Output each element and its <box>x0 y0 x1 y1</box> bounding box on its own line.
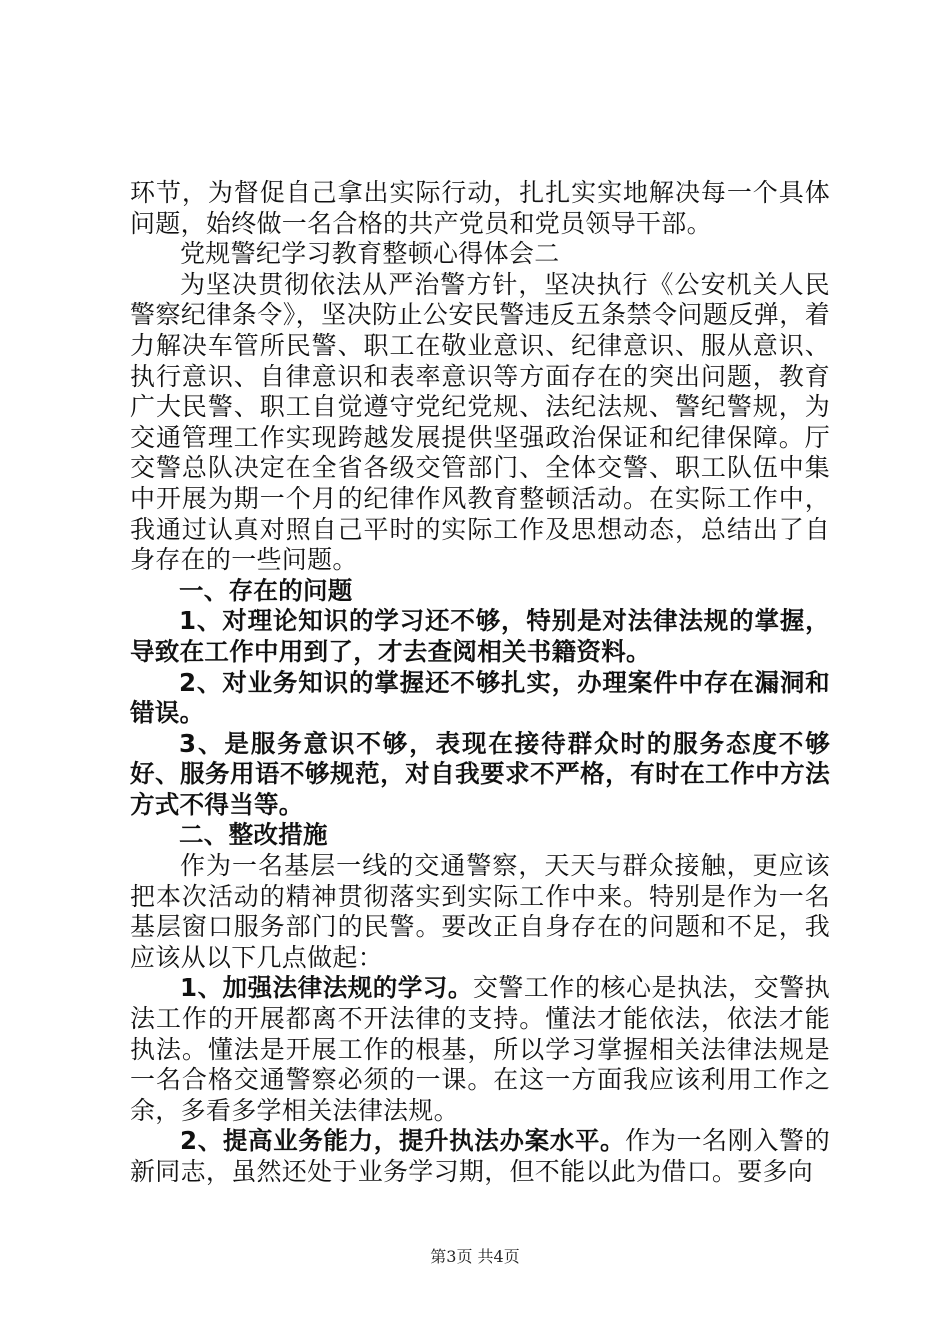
paragraph-continued: 环节，为督促自己拿出实际行动，扎扎实实地解决每一个具体问题，始终做一名合格的共产党员和党员领导干部。 <box>130 178 830 238</box>
paragraph-measures-intro: 作为一名基层一线的交通警察，天天与群众接触，更应该把本次活动的精神贯彻落实到实际工作中来。特别是作为一名基层窗口服务部门的民警。要改正自身存在的问题和不足，我应该从以下几点做起： <box>130 851 830 972</box>
measure-item-2-lead: 2、提高业务能力，提升执法办案水平。 <box>180 1126 626 1156</box>
heading-existing-problems: 一、存在的问题 <box>179 575 353 605</box>
measure-item-1-text: 交警工作的核心是执法，交警执法工作的开展都离不开法律的支持。懂法才能依法，依法才能执法。懂法是开展工作的根基，所以学习掌握相关法律法规是一名合格交通警察必须的一课。在这一方面我应该利用工作之余，多看多学相关法律法规。 <box>130 973 830 1125</box>
document-body <box>130 178 830 1188</box>
measure-item-2-text: 作为一名刚入警的新同志，虽然还处于业务学习期，但不能以此为借口。要多向 <box>130 1126 830 1186</box>
measure-item-1 <box>130 973 830 1126</box>
paragraph-intro: 为坚决贯彻依法从严治警方针，坚决执行《公安机关人民警察纪律条令》，坚决防止公安民警违反五条禁令问题反弹，着力解决车管所民警、职工在敬业意识、纪律意识、服从意识、执行意识、自律意识和表率意识等方面存在的突出问题，教育广大民警、职工自觉遵守党纪党规、法纪法规、警纪警规，为交通管理工作实现跨越发展提供坚强政治保证和纪律保障。厅交警总队决定在全省各级交管部门、全体交警、职工队伍中集中开展为期一个月的纪律作风教育整顿活动。在实际工作中，我通过认真对照自己平时的实际工作及思想动态，总结出了自身存在的一些问题。 <box>130 269 830 575</box>
page-footer: 第3页 共4页 <box>430 1247 520 1266</box>
problem-item-1: 1、对理论知识的学习还不够，特别是对法律法规的掌握，导致在工作中用到了，才去查阅相关书籍资料。 <box>130 606 830 666</box>
section-title-heart-experience-two: 党规警纪学习教育整顿心得体会二 <box>180 239 560 269</box>
heading-rectification-measures: 二、整改措施 <box>179 820 328 850</box>
measure-item-2 <box>130 1126 830 1187</box>
measure-item-1-lead: 1、加强法律法规的学习。 <box>180 973 473 1003</box>
problem-item-2: 2、对业务知识的掌握还不够扎实，办理案件中存在漏洞和错误。 <box>130 667 830 728</box>
problem-item-3: 3、是服务意识不够，表现在接待群众时的服务态度不够好、服务用语不够规范，对自我要求不严格，有时在工作中方法方式不得当等。 <box>130 728 830 819</box>
